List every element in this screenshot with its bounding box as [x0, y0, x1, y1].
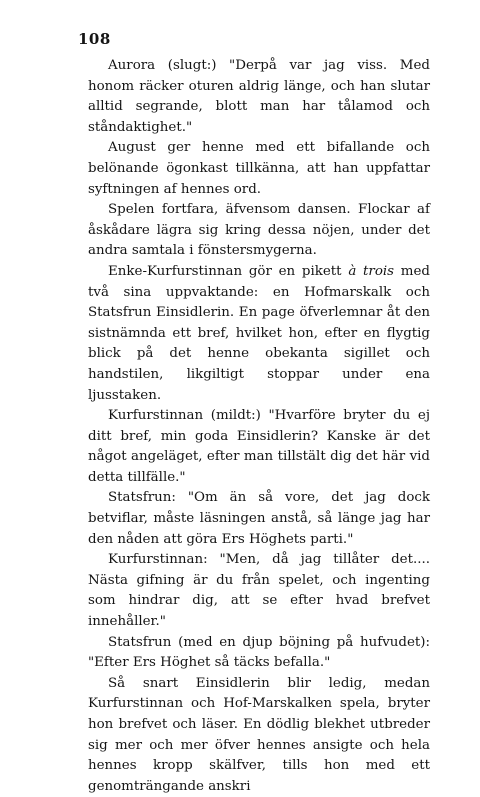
paragraph-electress-permits: Kurfurstinnan: "Men, då jag tillåter det.... Nästa gifning är du från spelet, och ingenting som hindrar dig, att se efter hvad brefvet innehåller." [88, 552, 430, 630]
paragraph-aurora: Aurora (slugt:) "Derpå var jag viss. Med honom räcker oturen aldrig länge, och han slutar alltid segrande, blott man har tålamod och ståndaktighet." [88, 58, 430, 135]
paragraph-letter-read: Så snart Einsidlerin blir ledig, medan Kurfurstinnan och Hof-Marskalken spela, bryter hon brefvet och läser. En dödlig blekhet utbreder sig mer och mer öfver hennes ansigte och hela hennes kropp skälfver, tills hon med ett genomträngande anskri [88, 675, 430, 794]
paragraph-statsfrun-reply: Statsfrun: "Om än så vore, det jag dock betviflar, måste läsningen anstå, så länge jag har den nåden att göra Ers Höghets parti." [88, 490, 430, 547]
paragraph-segment: med två sina uppvaktande: en Hofmarskalk och Statsfrun Einsidlerin. En page öfverlemnar åt den sistnämnda ett bref, hvilket hon, efter en flygtig blick på det henne obekanta sigillet och handstilen, likgiltigt stoppar under ena ljusstaken. [88, 263, 430, 403]
paragraph-games: Spelen fortfara, äfvensom dansen. Flockar af åskådare lägra sig kring dessa nöjen, under det andra samtala i fönstersmygerna. [88, 202, 430, 259]
paragraph-statsfrun-bows: Statsfrun (med en djup böjning på hufvudet): "Efter Ers Höghet så täcks befalla." [88, 634, 430, 671]
page-number: 108 [78, 30, 111, 48]
body-text [88, 56, 430, 797]
paragraph-electress-speaks: Kurfurstinnan (mildt:) "Hvarföre bryter du ej ditt bref, min goda Einsidlerin? Kanske är det något angeläget, efter man tillstält dig det här vid detta tillfälle." [88, 408, 430, 485]
italic-phrase: à trois [348, 263, 395, 279]
paragraph-august: August ger henne med ett bifallande och belönande ögonkast tillkänna, att han uppfattar syftningen af hennes ord. [88, 140, 430, 197]
paragraph-segment: Enke-Kurfurstinnan gör en pikett [108, 263, 349, 279]
paragraph-electress-piquet [88, 262, 430, 406]
